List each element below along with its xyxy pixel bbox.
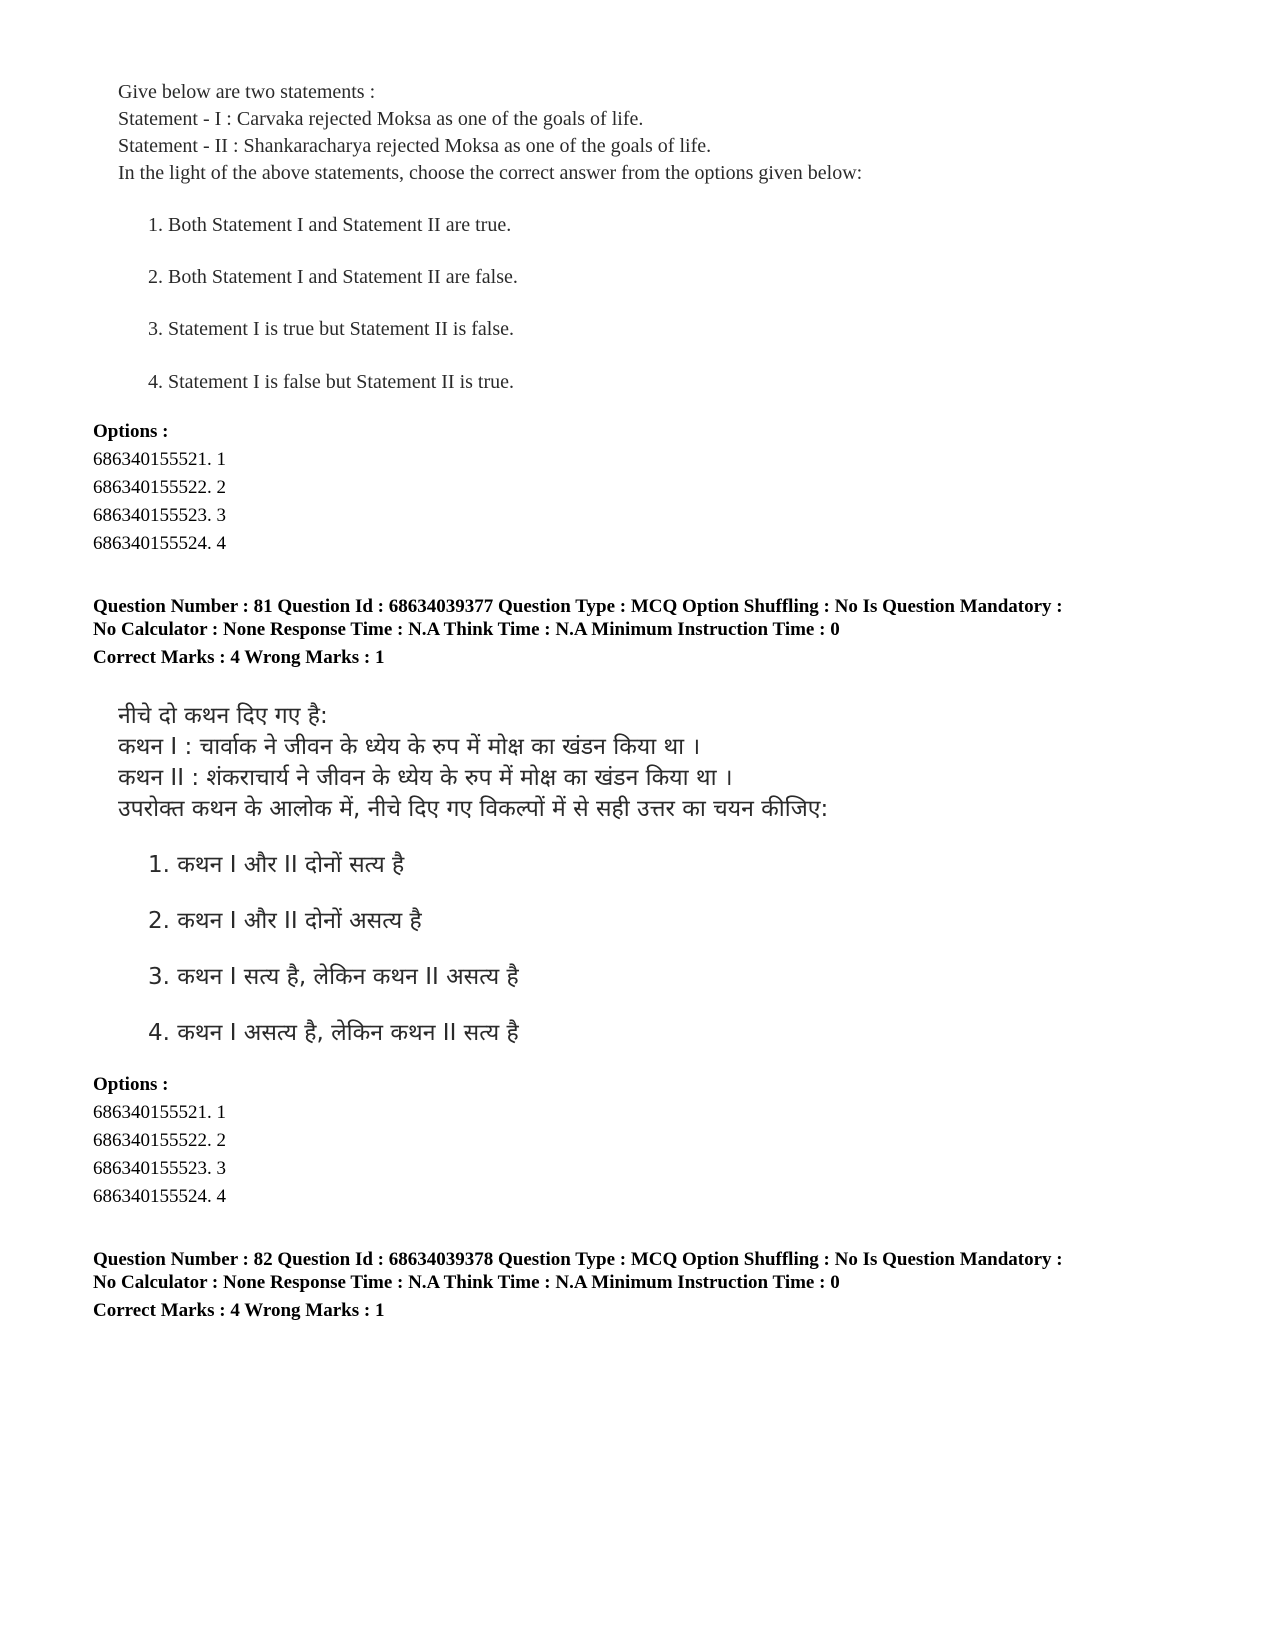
choice-2: 2. कथन I और II दोनों असत्य है	[148, 908, 422, 934]
option-line: 686340155521. 1	[93, 1102, 226, 1123]
question-82-meta-line2: No Calculator : None Response Time : N.A Think Time : N.A Minimum Instruction Time : 0	[93, 1272, 840, 1293]
question-81-meta-line2: No Calculator : None Response Time : N.A Think Time : N.A Minimum Instruction Time : 0	[93, 619, 840, 640]
option-line: 686340155523. 3	[93, 505, 226, 526]
statement-two: Statement - II : Shankaracharya rejected Moksa as one of the goals of life.	[118, 135, 712, 157]
question-82-marks: Correct Marks : 4 Wrong Marks : 1	[93, 1300, 385, 1321]
question-instruction: In the light of the above statements, choose the correct answer from the options given below:	[118, 162, 863, 184]
option-line: 686340155522. 2	[93, 477, 226, 498]
question-82-meta-line1: Question Number : 82 Question Id : 68634039378 Question Type : MCQ Option Shuffling : No Is Question Mandatory :	[93, 1249, 1063, 1270]
option-line: 686340155523. 3	[93, 1158, 226, 1179]
option-line: 686340155522. 2	[93, 1130, 226, 1151]
choice-2: 2. Both Statement I and Statement II are false.	[148, 266, 518, 288]
question-intro: Give below are two statements :	[118, 81, 376, 103]
options-label: Options :	[93, 421, 169, 442]
question-81-marks: Correct Marks : 4 Wrong Marks : 1	[93, 647, 385, 668]
choice-3: 3. Statement I is true but Statement II is false.	[148, 318, 515, 340]
question-instruction: उपरोक्त कथन के आलोक में, नीचे दिए गए विकल्पों में से सही उत्तर का चयन कीजिए:	[118, 796, 829, 822]
options-label: Options :	[93, 1074, 169, 1095]
choice-1: 1. Both Statement I and Statement II are true.	[148, 214, 512, 236]
option-line: 686340155524. 4	[93, 533, 226, 554]
choice-1: 1. कथन I और II दोनों सत्य है	[148, 852, 405, 878]
choice-4: 4. कथन I असत्य है, लेकिन कथन II सत्य है	[148, 1020, 519, 1046]
option-line: 686340155524. 4	[93, 1186, 226, 1207]
choice-4: 4. Statement I is false but Statement II is true.	[148, 371, 515, 393]
statement-one: Statement - I : Carvaka rejected Moksa as one of the goals of life.	[118, 108, 644, 130]
statement-two: कथन II : शंकराचार्य ने जीवन के ध्येय के रुप में मोक्ष का खंडन किया था ।	[118, 765, 733, 791]
statement-one: कथन I : चार्वाक ने जीवन के ध्येय के रुप में मोक्ष का खंडन किया था ।	[118, 734, 701, 760]
choice-3: 3. कथन I सत्य है, लेकिन कथन II असत्य है	[148, 964, 519, 990]
question-81-meta-line1: Question Number : 81 Question Id : 68634039377 Question Type : MCQ Option Shuffling : No Is Question Mandatory :	[93, 596, 1063, 617]
question-intro: नीचे दो कथन दिए गए है:	[118, 703, 328, 729]
option-line: 686340155521. 1	[93, 449, 226, 470]
